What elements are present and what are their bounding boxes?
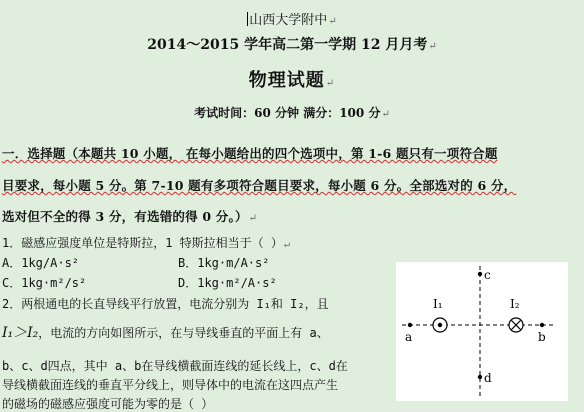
question-2-line-3: b、c、d四点，其中 a、b在导线横截面连线的延长线上，c、d在 [2,359,348,373]
paragraph-mark-icon: ↵ [328,16,337,27]
section-instruction-line-2: 目要求，每小题 5 分。第 7-10 题有多项符合题目要求，每小题 6 分。全部选对的 6 分， [2,178,517,193]
label-d: d [484,371,492,385]
current-into-page-icon [509,318,523,332]
paragraph-mark-icon: ↵ [325,78,336,89]
question-1-option-c: C．1kg·m²/s² [2,276,87,290]
exam-info: 考试时间：60 分钟 满分：100 分↵ [194,106,390,120]
paper-title: 物理试题↵ [248,70,336,91]
wire-diagram-svg [396,262,568,401]
school-name: 山西大学附中↵ [249,13,337,28]
current-out-of-page-icon [433,318,447,332]
label-c: c [484,268,491,282]
section-instruction-line-3: 选对但不全的得 3 分，有选错的得 0 分。）↵ [2,209,258,224]
current-condition: I₁＞I₂ [2,325,39,341]
question-1-option-a: A．1kg/A·s² [2,256,80,270]
question-2-line-1: 2．两根通电的长直导线平行放置，电流分别为 I₁和 I₂，且 [2,297,329,311]
point-d-dot [478,375,482,379]
label-a: a [405,330,413,344]
label-b: b [538,330,546,344]
question-1-option-d: D．1kg·m²/A·s² [178,276,277,290]
question-1-stem: 1．磁感应强度单位是特斯拉，1 特斯拉相当于（ ）↵ [2,236,290,250]
question-2-line-5: 的磁场的磁感应强度可能为零的是（ ） [2,397,214,411]
section-instruction-line-1: 一．选择题（本题共 10 小题， 在每小题给出的四个选项中，第 1-6 题只有一项符合题 [2,146,498,161]
label-i1: I₁ [433,297,443,311]
paragraph-mark-icon: ↵ [428,41,437,52]
paragraph-mark-icon: ↵ [248,213,258,224]
point-a-dot [408,323,412,327]
paragraph-mark-icon: ↵ [283,239,290,250]
question-2-line-4: 导线横截面连线的垂直平分线上，则导体中的电流在这四点产生 [2,378,339,392]
point-c-dot [478,272,482,276]
exam-term: 2014～2015 学年高二第一学期 12 月月考↵ [147,37,437,53]
label-i2: I₂ [510,297,520,311]
question-1-option-b: B．1kg·m/A·s² [178,256,270,270]
question-2-line-2: I₁＞I₂，电流的方向如图所示，在与导线垂直的平面上有 a、 [2,325,329,341]
paragraph-mark-icon: ↵ [381,109,390,120]
point-b-dot [540,323,544,327]
wire-diagram [396,262,568,401]
